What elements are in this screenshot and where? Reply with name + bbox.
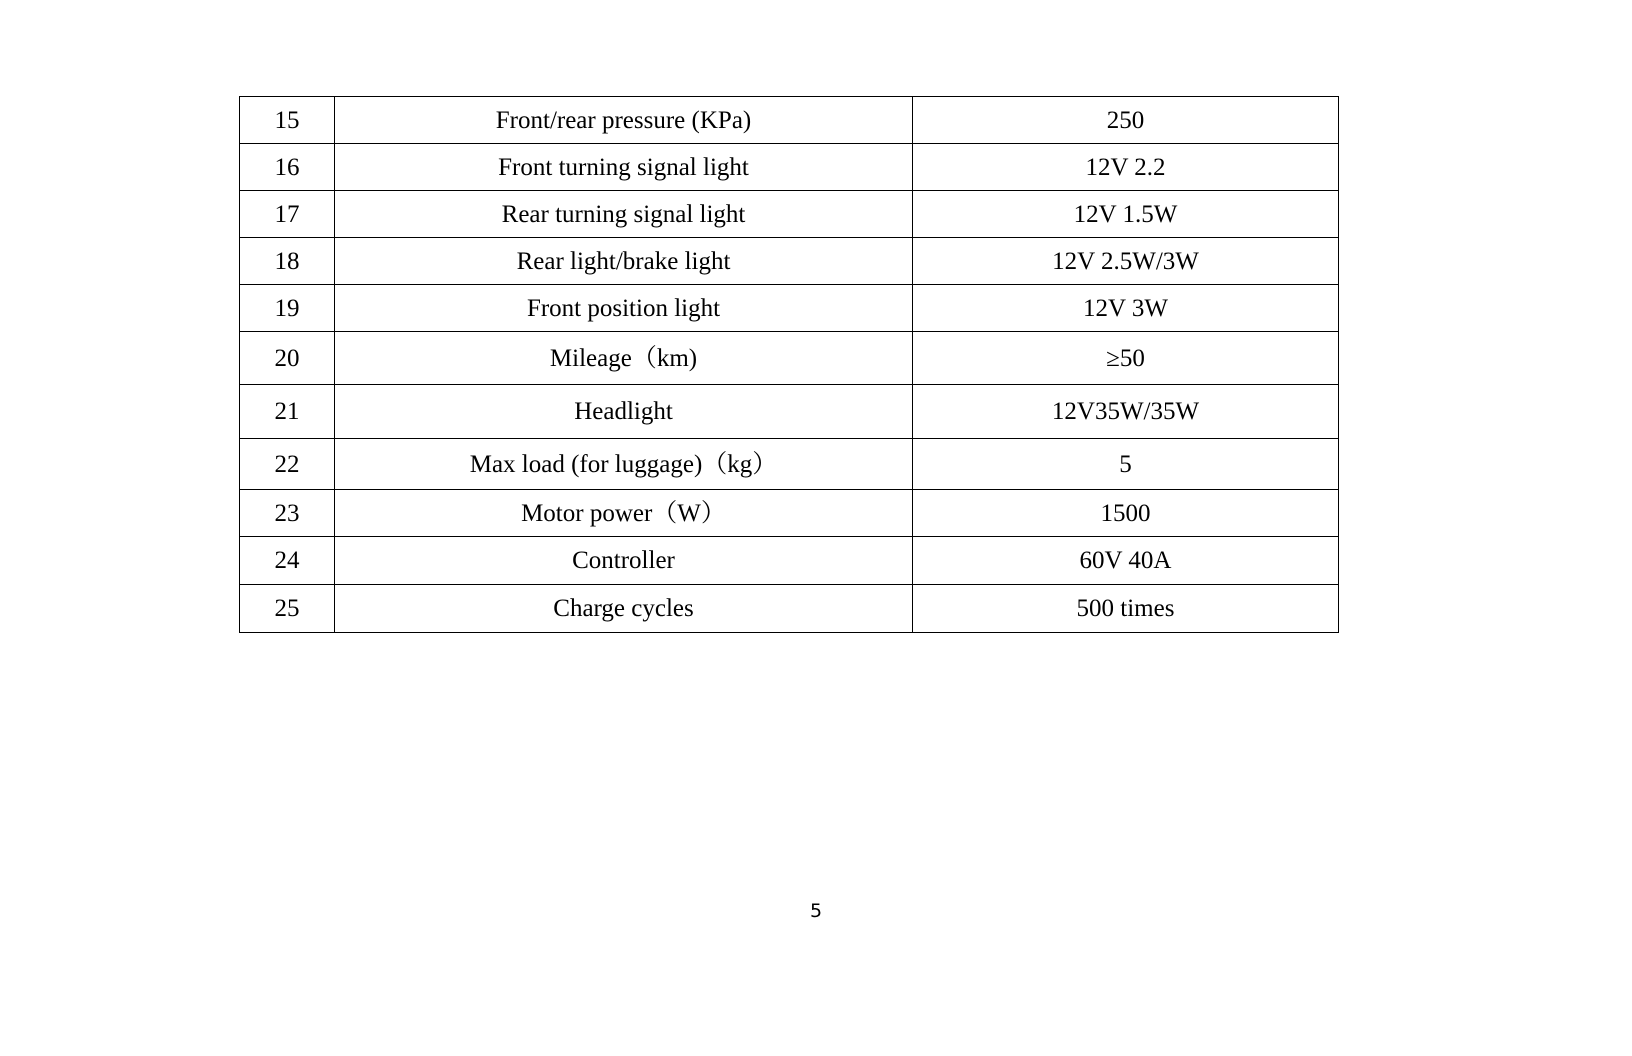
row-value: 12V 3W <box>913 285 1339 332</box>
row-item: Max load (for luggage)（kg） <box>335 439 913 490</box>
row-value: 12V35W/35W <box>913 385 1339 439</box>
row-number: 22 <box>240 439 335 490</box>
row-number: 15 <box>240 97 335 144</box>
row-item: Rear turning signal light <box>335 191 913 238</box>
row-item: Controller <box>335 537 913 585</box>
row-number: 17 <box>240 191 335 238</box>
table-row <box>240 385 1339 439</box>
table-row <box>240 537 1339 585</box>
row-value: ≥50 <box>913 332 1339 385</box>
row-number: 23 <box>240 490 335 537</box>
row-number: 25 <box>240 585 335 633</box>
table-row <box>240 144 1339 191</box>
row-item: Motor power（W） <box>335 490 913 537</box>
row-value: 5 <box>913 439 1339 490</box>
row-item: Rear light/brake light <box>335 238 913 285</box>
table-row <box>240 238 1339 285</box>
row-value: 250 <box>913 97 1339 144</box>
table-row <box>240 285 1339 332</box>
row-item: Headlight <box>335 385 913 439</box>
row-number: 21 <box>240 385 335 439</box>
row-item: Front position light <box>335 285 913 332</box>
table-row <box>240 585 1339 633</box>
row-number: 18 <box>240 238 335 285</box>
row-value: 12V 2.2 <box>913 144 1339 191</box>
row-value: 60V 40A <box>913 537 1339 585</box>
row-number: 24 <box>240 537 335 585</box>
row-item: Mileage（km) <box>335 332 913 385</box>
row-number: 16 <box>240 144 335 191</box>
row-value: 500 times <box>913 585 1339 633</box>
table-row <box>240 439 1339 490</box>
row-number: 20 <box>240 332 335 385</box>
row-item: Charge cycles <box>335 585 913 633</box>
table-row <box>240 191 1339 238</box>
row-item: Front/rear pressure (KPa) <box>335 97 913 144</box>
table-row <box>240 97 1339 144</box>
row-item: Front turning signal light <box>335 144 913 191</box>
row-value: 12V 1.5W <box>913 191 1339 238</box>
spec-table <box>239 96 1339 633</box>
page-number: 5 <box>809 900 823 922</box>
row-value: 12V 2.5W/3W <box>913 238 1339 285</box>
row-number: 19 <box>240 285 335 332</box>
row-value: 1500 <box>913 490 1339 537</box>
table-row <box>240 332 1339 385</box>
table-row <box>240 490 1339 537</box>
